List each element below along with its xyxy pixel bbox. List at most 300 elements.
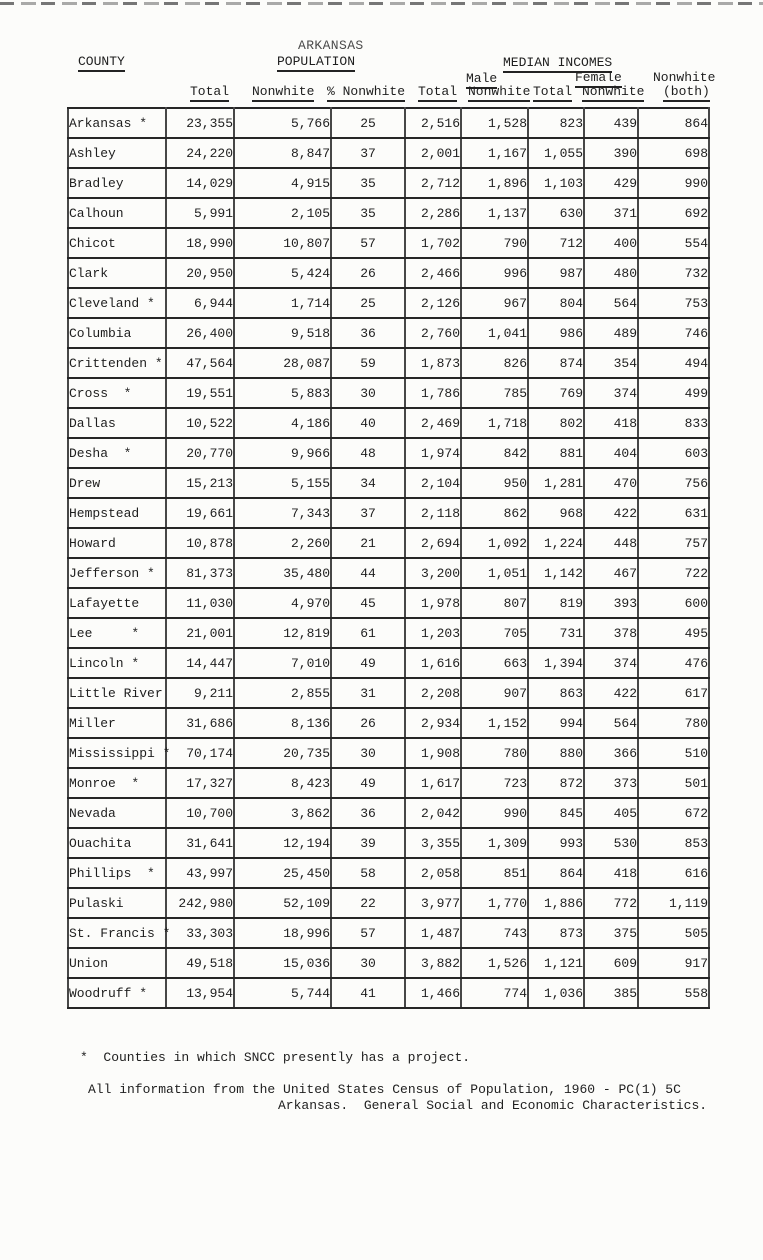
pct-nonwhite-cell: 30 <box>331 948 405 978</box>
income-male-nonwhite-cell: 862 <box>461 498 528 528</box>
pct-nonwhite-cell: 41 <box>331 978 405 1008</box>
income-male-nonwhite-cell: 705 <box>461 618 528 648</box>
income-female-nonwhite-cell: 366 <box>584 738 638 768</box>
income-total-cell: 1,786 <box>405 378 461 408</box>
income-total-cell: 2,760 <box>405 318 461 348</box>
income-female-nonwhite-cell: 374 <box>584 378 638 408</box>
income-female-nonwhite-cell: 400 <box>584 228 638 258</box>
income-total-cell: 1,466 <box>405 978 461 1008</box>
pop-nonwhite-cell: 52,109 <box>234 888 331 918</box>
income-total-cell: 1,616 <box>405 648 461 678</box>
table-row <box>68 468 709 498</box>
income-female-nonwhite-cell: 439 <box>584 108 638 138</box>
pop-total-cell: 33,303 <box>166 918 234 948</box>
county-cell: Bradley <box>68 168 166 198</box>
income-male-nonwhite-cell: 851 <box>461 858 528 888</box>
income-female-total-cell: 880 <box>528 738 584 768</box>
pct-nonwhite-cell: 36 <box>331 318 405 348</box>
income-female-nonwhite-cell: 418 <box>584 408 638 438</box>
population-section-header: POPULATION <box>277 54 355 72</box>
table-row <box>68 828 709 858</box>
income-nonwhite-both-cell: 722 <box>638 558 709 588</box>
pct-nonwhite-cell: 57 <box>331 918 405 948</box>
table-row <box>68 408 709 438</box>
income-total-cell: 1,203 <box>405 618 461 648</box>
pct-nonwhite-column-header: % Nonwhite <box>327 84 405 102</box>
pct-nonwhite-cell: 37 <box>331 498 405 528</box>
income-female-nonwhite-cell: 448 <box>584 528 638 558</box>
pop-total-cell: 47,564 <box>166 348 234 378</box>
income-male-nonwhite-column-header: Nonwhite <box>468 84 530 102</box>
income-female-nonwhite-cell: 373 <box>584 768 638 798</box>
pct-nonwhite-cell: 40 <box>331 408 405 438</box>
table-row <box>68 648 709 678</box>
income-female-total-cell: 864 <box>528 858 584 888</box>
pop-nonwhite-cell: 25,450 <box>234 858 331 888</box>
income-male-nonwhite-cell: 1,896 <box>461 168 528 198</box>
income-female-nonwhite-cell: 393 <box>584 588 638 618</box>
income-total-cell: 2,058 <box>405 858 461 888</box>
income-total-column-header: Total <box>418 84 457 102</box>
pop-total-cell: 5,991 <box>166 198 234 228</box>
pop-nonwhite-cell: 35,480 <box>234 558 331 588</box>
county-cell: Mississippi * <box>68 738 166 768</box>
pct-nonwhite-cell: 21 <box>331 528 405 558</box>
income-male-nonwhite-cell: 790 <box>461 228 528 258</box>
income-female-total-cell: 804 <box>528 288 584 318</box>
pct-nonwhite-cell: 37 <box>331 138 405 168</box>
income-female-total-cell: 845 <box>528 798 584 828</box>
income-female-total-cell: 1,142 <box>528 558 584 588</box>
table-row <box>68 228 709 258</box>
income-female-nonwhite-cell: 772 <box>584 888 638 918</box>
pop-nonwhite-cell: 2,855 <box>234 678 331 708</box>
income-female-total-cell: 987 <box>528 258 584 288</box>
income-total-cell: 2,466 <box>405 258 461 288</box>
income-total-cell: 2,042 <box>405 798 461 828</box>
pop-nonwhite-cell: 3,862 <box>234 798 331 828</box>
pop-total-cell: 14,029 <box>166 168 234 198</box>
pct-nonwhite-cell: 61 <box>331 618 405 648</box>
pop-total-cell: 18,990 <box>166 228 234 258</box>
table-row <box>68 798 709 828</box>
income-total-cell: 3,200 <box>405 558 461 588</box>
pop-total-cell: 15,213 <box>166 468 234 498</box>
income-total-cell: 2,286 <box>405 198 461 228</box>
pct-nonwhite-cell: 39 <box>331 828 405 858</box>
pop-total-cell: 23,355 <box>166 108 234 138</box>
income-nonwhite-both-cell: 554 <box>638 228 709 258</box>
income-nonwhite-both-cell: 698 <box>638 138 709 168</box>
income-female-total-cell: 819 <box>528 588 584 618</box>
nonwhite-both-column-header: (both) <box>663 84 710 102</box>
pop-total-cell: 19,661 <box>166 498 234 528</box>
income-male-nonwhite-cell: 780 <box>461 738 528 768</box>
pct-nonwhite-cell: 22 <box>331 888 405 918</box>
income-total-cell: 1,702 <box>405 228 461 258</box>
income-total-cell: 3,882 <box>405 948 461 978</box>
pop-total-cell: 242,980 <box>166 888 234 918</box>
income-nonwhite-both-cell: 780 <box>638 708 709 738</box>
income-female-nonwhite-cell: 404 <box>584 438 638 468</box>
county-cell: Dallas <box>68 408 166 438</box>
county-cell: Monroe * <box>68 768 166 798</box>
income-total-cell: 3,355 <box>405 828 461 858</box>
income-female-total-cell: 731 <box>528 618 584 648</box>
pop-nonwhite-cell: 5,883 <box>234 378 331 408</box>
county-cell: Lee * <box>68 618 166 648</box>
income-total-cell: 2,694 <box>405 528 461 558</box>
income-nonwhite-both-cell: 510 <box>638 738 709 768</box>
income-total-cell: 2,516 <box>405 108 461 138</box>
pop-nonwhite-cell: 18,996 <box>234 918 331 948</box>
pop-total-cell: 21,001 <box>166 618 234 648</box>
state-title: ARKANSAS <box>298 38 364 53</box>
county-cell: Little River <box>68 678 166 708</box>
county-cell: Miller <box>68 708 166 738</box>
income-female-total-cell: 968 <box>528 498 584 528</box>
county-cell: Columbia <box>68 318 166 348</box>
income-female-total-cell: 1,036 <box>528 978 584 1008</box>
pop-nonwhite-cell: 28,087 <box>234 348 331 378</box>
pop-nonwhite-cell: 5,766 <box>234 108 331 138</box>
income-male-nonwhite-cell: 1,137 <box>461 198 528 228</box>
sncc-project-footnote: * Counties in which SNCC presently has a project. <box>80 1050 471 1065</box>
income-female-total-cell: 769 <box>528 378 584 408</box>
income-male-nonwhite-cell: 1,051 <box>461 558 528 588</box>
income-total-cell: 1,908 <box>405 738 461 768</box>
income-nonwhite-both-cell: 495 <box>638 618 709 648</box>
income-female-nonwhite-cell: 609 <box>584 948 638 978</box>
income-female-nonwhite-cell: 385 <box>584 978 638 1008</box>
pct-nonwhite-cell: 34 <box>331 468 405 498</box>
table-row <box>68 288 709 318</box>
county-cell: Lincoln * <box>68 648 166 678</box>
pct-nonwhite-cell: 30 <box>331 378 405 408</box>
income-female-total-cell: 881 <box>528 438 584 468</box>
pct-nonwhite-cell: 58 <box>331 858 405 888</box>
county-cell: Crittenden * <box>68 348 166 378</box>
table-row <box>68 258 709 288</box>
income-male-nonwhite-cell: 1,770 <box>461 888 528 918</box>
pct-nonwhite-cell: 26 <box>331 708 405 738</box>
income-female-total-cell: 1,103 <box>528 168 584 198</box>
income-male-nonwhite-cell: 1,309 <box>461 828 528 858</box>
county-cell: Union <box>68 948 166 978</box>
male-group-header: Male <box>466 71 497 89</box>
table-row <box>68 888 709 918</box>
income-male-nonwhite-cell: 723 <box>461 768 528 798</box>
pop-total-cell: 17,327 <box>166 768 234 798</box>
pop-total-column-header: Total <box>190 84 229 102</box>
income-total-cell: 3,977 <box>405 888 461 918</box>
pct-nonwhite-cell: 59 <box>331 348 405 378</box>
income-total-cell: 1,978 <box>405 588 461 618</box>
table-row <box>68 978 709 1008</box>
income-female-total-cell: 1,394 <box>528 648 584 678</box>
county-cell: Clark <box>68 258 166 288</box>
pop-nonwhite-cell: 10,807 <box>234 228 331 258</box>
pct-nonwhite-cell: 31 <box>331 678 405 708</box>
table-row <box>68 348 709 378</box>
median-incomes-section-header: MEDIAN INCOMES <box>503 55 612 73</box>
pop-total-cell: 26,400 <box>166 318 234 348</box>
income-nonwhite-both-cell: 600 <box>638 588 709 618</box>
income-nonwhite-both-cell: 505 <box>638 918 709 948</box>
income-male-nonwhite-cell: 743 <box>461 918 528 948</box>
income-nonwhite-both-cell: 990 <box>638 168 709 198</box>
table-row <box>68 588 709 618</box>
pop-nonwhite-cell: 15,036 <box>234 948 331 978</box>
county-cell: Cleveland * <box>68 288 166 318</box>
income-male-nonwhite-cell: 996 <box>461 258 528 288</box>
county-cell: Chicot <box>68 228 166 258</box>
income-female-nonwhite-cell: 480 <box>584 258 638 288</box>
income-female-total-cell: 1,224 <box>528 528 584 558</box>
income-male-nonwhite-cell: 1,718 <box>461 408 528 438</box>
table-row <box>68 708 709 738</box>
income-nonwhite-both-cell: 494 <box>638 348 709 378</box>
pop-nonwhite-cell: 1,714 <box>234 288 331 318</box>
pct-nonwhite-cell: 36 <box>331 798 405 828</box>
pct-nonwhite-cell: 35 <box>331 198 405 228</box>
table-row <box>68 858 709 888</box>
income-female-nonwhite-cell: 489 <box>584 318 638 348</box>
table-row <box>68 678 709 708</box>
income-nonwhite-both-cell: 501 <box>638 768 709 798</box>
income-male-nonwhite-cell: 990 <box>461 798 528 828</box>
pop-total-cell: 43,997 <box>166 858 234 888</box>
income-nonwhite-both-cell: 617 <box>638 678 709 708</box>
county-cell: Cross * <box>68 378 166 408</box>
income-nonwhite-both-cell: 499 <box>638 378 709 408</box>
pop-nonwhite-cell: 12,194 <box>234 828 331 858</box>
income-female-total-cell: 1,281 <box>528 468 584 498</box>
income-male-nonwhite-cell: 967 <box>461 288 528 318</box>
pop-nonwhite-cell: 5,744 <box>234 978 331 1008</box>
income-female-nonwhite-cell: 405 <box>584 798 638 828</box>
income-female-nonwhite-cell: 378 <box>584 618 638 648</box>
income-male-nonwhite-cell: 1,528 <box>461 108 528 138</box>
income-nonwhite-both-cell: 603 <box>638 438 709 468</box>
income-total-cell: 1,617 <box>405 768 461 798</box>
income-nonwhite-both-cell: 746 <box>638 318 709 348</box>
income-male-nonwhite-cell: 663 <box>461 648 528 678</box>
income-male-nonwhite-cell: 1,152 <box>461 708 528 738</box>
income-female-nonwhite-cell: 422 <box>584 678 638 708</box>
income-female-nonwhite-cell: 470 <box>584 468 638 498</box>
income-total-cell: 2,104 <box>405 468 461 498</box>
pop-total-cell: 14,447 <box>166 648 234 678</box>
income-total-cell: 1,974 <box>405 438 461 468</box>
income-female-nonwhite-cell: 564 <box>584 708 638 738</box>
pop-total-cell: 9,211 <box>166 678 234 708</box>
county-cell: Drew <box>68 468 166 498</box>
pct-nonwhite-cell: 35 <box>331 168 405 198</box>
table-row <box>68 108 709 138</box>
pct-nonwhite-cell: 48 <box>331 438 405 468</box>
income-male-nonwhite-cell: 950 <box>461 468 528 498</box>
income-female-total-cell: 874 <box>528 348 584 378</box>
pop-nonwhite-cell: 2,105 <box>234 198 331 228</box>
county-cell: Phillips * <box>68 858 166 888</box>
income-nonwhite-both-cell: 917 <box>638 948 709 978</box>
pop-nonwhite-cell: 9,518 <box>234 318 331 348</box>
pop-total-cell: 70,174 <box>166 738 234 768</box>
pop-nonwhite-cell: 12,819 <box>234 618 331 648</box>
income-nonwhite-both-cell: 757 <box>638 528 709 558</box>
table-row <box>68 138 709 168</box>
county-cell: St. Francis * <box>68 918 166 948</box>
pct-nonwhite-cell: 57 <box>331 228 405 258</box>
income-female-total-cell: 630 <box>528 198 584 228</box>
income-total-cell: 1,487 <box>405 918 461 948</box>
income-male-nonwhite-cell: 1,167 <box>461 138 528 168</box>
income-female-total-cell: 1,055 <box>528 138 584 168</box>
table-row <box>68 318 709 348</box>
income-female-nonwhite-cell: 374 <box>584 648 638 678</box>
income-male-nonwhite-cell: 826 <box>461 348 528 378</box>
table-row <box>68 198 709 228</box>
income-female-total-cell: 1,886 <box>528 888 584 918</box>
table-row <box>68 498 709 528</box>
county-cell: Howard <box>68 528 166 558</box>
pop-total-cell: 20,770 <box>166 438 234 468</box>
income-total-cell: 2,469 <box>405 408 461 438</box>
pop-nonwhite-cell: 4,970 <box>234 588 331 618</box>
pop-nonwhite-cell: 2,260 <box>234 528 331 558</box>
income-female-total-cell: 993 <box>528 828 584 858</box>
income-nonwhite-both-cell: 1,119 <box>638 888 709 918</box>
pop-nonwhite-cell: 7,010 <box>234 648 331 678</box>
county-cell: Woodruff * <box>68 978 166 1008</box>
income-female-total-cell: 802 <box>528 408 584 438</box>
income-male-nonwhite-cell: 774 <box>461 978 528 1008</box>
income-nonwhite-both-cell: 476 <box>638 648 709 678</box>
income-female-nonwhite-cell: 375 <box>584 918 638 948</box>
table-row <box>68 768 709 798</box>
table-row <box>68 948 709 978</box>
county-cell: Desha * <box>68 438 166 468</box>
income-nonwhite-both-cell: 732 <box>638 258 709 288</box>
income-female-nonwhite-cell: 429 <box>584 168 638 198</box>
county-cell: Arkansas * <box>68 108 166 138</box>
pct-nonwhite-cell: 26 <box>331 258 405 288</box>
pop-nonwhite-cell: 4,915 <box>234 168 331 198</box>
income-female-nonwhite-cell: 390 <box>584 138 638 168</box>
income-female-nonwhite-cell: 467 <box>584 558 638 588</box>
county-cell: Hempstead <box>68 498 166 528</box>
table-row <box>68 558 709 588</box>
pop-nonwhite-column-header: Nonwhite <box>252 84 314 102</box>
income-female-nonwhite-cell: 530 <box>584 828 638 858</box>
scan-artifact-line <box>0 2 763 5</box>
income-total-cell: 2,001 <box>405 138 461 168</box>
income-female-nonwhite-cell: 422 <box>584 498 638 528</box>
pct-nonwhite-cell: 25 <box>331 288 405 318</box>
income-male-nonwhite-cell: 1,041 <box>461 318 528 348</box>
income-nonwhite-both-cell: 853 <box>638 828 709 858</box>
county-cell: Pulaski <box>68 888 166 918</box>
income-male-nonwhite-cell: 1,526 <box>461 948 528 978</box>
pop-total-cell: 81,373 <box>166 558 234 588</box>
income-total-cell: 2,208 <box>405 678 461 708</box>
income-total-cell: 2,934 <box>405 708 461 738</box>
county-cell: Jefferson * <box>68 558 166 588</box>
county-cell: Calhoun <box>68 198 166 228</box>
census-data-table <box>67 107 710 1009</box>
income-nonwhite-both-cell: 672 <box>638 798 709 828</box>
income-female-total-cell: 823 <box>528 108 584 138</box>
pct-nonwhite-cell: 25 <box>331 108 405 138</box>
income-total-cell: 2,712 <box>405 168 461 198</box>
income-male-nonwhite-cell: 1,092 <box>461 528 528 558</box>
income-female-total-cell: 1,121 <box>528 948 584 978</box>
income-female-nonwhite-cell: 418 <box>584 858 638 888</box>
income-male-nonwhite-cell: 785 <box>461 378 528 408</box>
pop-total-cell: 10,522 <box>166 408 234 438</box>
pct-nonwhite-cell: 49 <box>331 648 405 678</box>
income-female-total-column-header: Total <box>533 84 572 102</box>
pop-total-cell: 6,944 <box>166 288 234 318</box>
pop-total-cell: 20,950 <box>166 258 234 288</box>
income-nonwhite-both-cell: 864 <box>638 108 709 138</box>
table-row <box>68 918 709 948</box>
county-cell: Lafayette <box>68 588 166 618</box>
pop-nonwhite-cell: 8,136 <box>234 708 331 738</box>
pop-nonwhite-cell: 7,343 <box>234 498 331 528</box>
county-cell: Nevada <box>68 798 166 828</box>
pct-nonwhite-cell: 44 <box>331 558 405 588</box>
pop-total-cell: 24,220 <box>166 138 234 168</box>
income-female-nonwhite-cell: 354 <box>584 348 638 378</box>
female-group-header: Female <box>575 70 622 88</box>
pop-total-cell: 10,878 <box>166 528 234 558</box>
income-total-cell: 2,118 <box>405 498 461 528</box>
pct-nonwhite-cell: 49 <box>331 768 405 798</box>
pop-total-cell: 19,551 <box>166 378 234 408</box>
county-section-header: COUNTY <box>78 54 125 72</box>
county-cell: Ouachita <box>68 828 166 858</box>
county-cell: Ashley <box>68 138 166 168</box>
pop-total-cell: 13,954 <box>166 978 234 1008</box>
table-row <box>68 528 709 558</box>
income-female-total-cell: 873 <box>528 918 584 948</box>
income-female-total-cell: 872 <box>528 768 584 798</box>
income-total-cell: 1,873 <box>405 348 461 378</box>
income-female-nonwhite-cell: 371 <box>584 198 638 228</box>
pop-nonwhite-cell: 5,424 <box>234 258 331 288</box>
income-nonwhite-both-cell: 616 <box>638 858 709 888</box>
pop-nonwhite-cell: 8,423 <box>234 768 331 798</box>
pct-nonwhite-cell: 45 <box>331 588 405 618</box>
pop-total-cell: 11,030 <box>166 588 234 618</box>
table-row <box>68 438 709 468</box>
source-citation-line2: Arkansas. General Social and Economic Characteristics. <box>278 1098 708 1113</box>
pop-nonwhite-cell: 20,735 <box>234 738 331 768</box>
source-citation-line1: All information from the United States Census of Population, 1960 - PC(1) 5C <box>88 1082 681 1097</box>
pop-nonwhite-cell: 8,847 <box>234 138 331 168</box>
income-female-nonwhite-column-header: Nonwhite <box>582 84 644 102</box>
pop-total-cell: 31,641 <box>166 828 234 858</box>
table-row <box>68 618 709 648</box>
income-total-cell: 2,126 <box>405 288 461 318</box>
income-nonwhite-both-cell: 558 <box>638 978 709 1008</box>
pop-total-cell: 31,686 <box>166 708 234 738</box>
table-row <box>68 378 709 408</box>
pct-nonwhite-cell: 30 <box>331 738 405 768</box>
income-female-total-cell: 986 <box>528 318 584 348</box>
